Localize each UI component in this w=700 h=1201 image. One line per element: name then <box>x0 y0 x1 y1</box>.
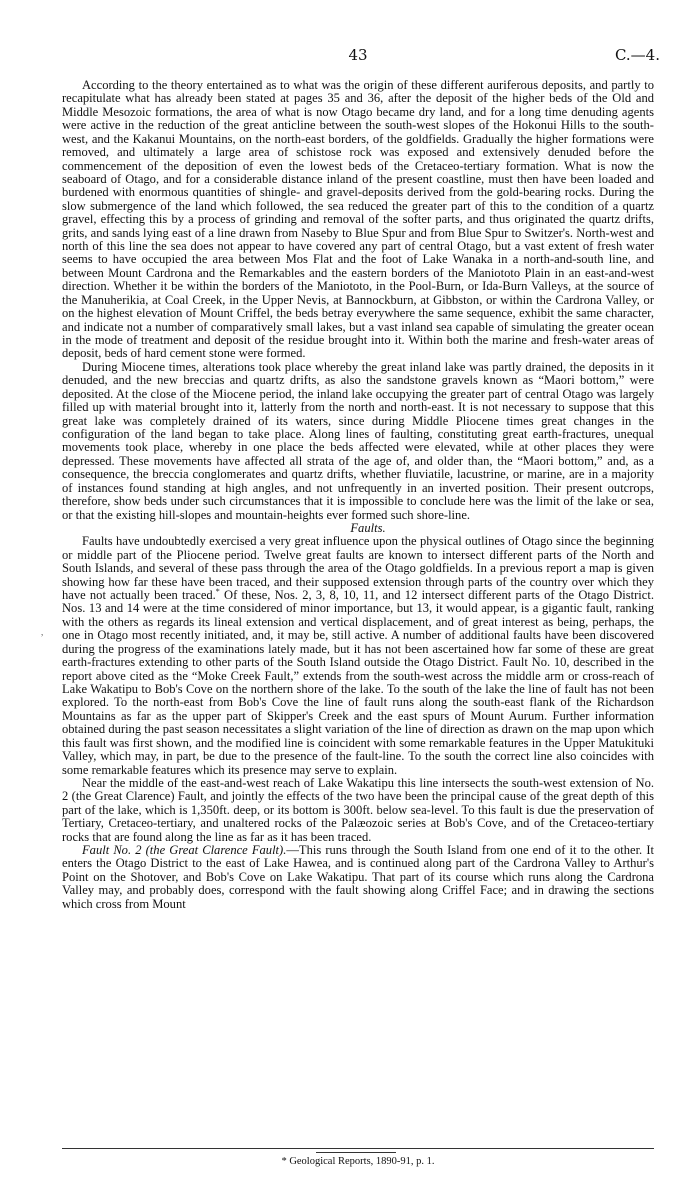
footnote: * Geological Reports, 1890-91, p. 1. <box>281 1156 435 1167</box>
paragraph-great-clarence-fault <box>62 844 654 911</box>
document-reference: C.—4. <box>614 46 660 64</box>
margin-mark: , <box>41 627 44 637</box>
great-clarence-fault-heading: Fault No. 2 (the Great Clarence Fault). <box>82 843 287 858</box>
paragraph-auriferous-deposits: According to the theory entertained as to what was the origin of these different auriferous deposits, and partly to recapitulate what has already been stated at pages 35 and 36, after the deposit of the higher beds of the Old and Middle Mesozoic formations, the area of what is now Otago became dry land, and for a long time denuding agents were active in the reduction of the great anticline between the south-west slopes of the Hokonui Hills to the south-west, and the Kakanui Mountains, on the north-east borders, of the goldfields. Gradually the higher formations were removed, and ultimately a large area of schistose rock was exposed and extensively denuded before the commencement of the deposition of even the lowest beds of the Cretaceo-tertiary formation. What is now the seaboard of Otago, and for a considerable distance inland of the present coastline, must then have been loaded and burdened with enormous quantities of shingle- and gravel-deposits derived from the gold-bearing rocks. During the slow submergence of the land which followed, the sea reduced the greater part of this to the condition of a quartz gravel, effecting this by a process of grinding and removal of the softer parts, and thus originated the quartz drifts, grits, and sands lying east of a line drawn from Naseby to Blue Spur and from Blue Spur to Switzer's. North-west and north of this line the sea does not appear to have covered any part of central Otago, but a vast extent of fresh water seems to have occupied the area between Mos Flat and the foot of Lake Wanaka in a north-and-south line, and between Mount Cardrona and the Remarkables and the eastern borders of the Maniototo Plain in an east-and-west direction. Whether it be within the borders of the Maniototo, in the Pool-Burn, or Ida-Burn Valleys, at the source of the Manuherikia, at Coal Creek, in the Upper Nevis, at Bannockburn, at Gibbston, or within the Cardrona Valley, or on the highest elevation of Mount Criffel, the beds betray everywhere the same sequence, exhibit the same character, and indicate not a number of comparatively small lakes, but a vast inland sea capable of simulating the greater ocean in the mode of treatment and deposit of the residue brought into it. Within both the marine and fresh-water areas of deposit, beds of hard cement stone were formed. <box>62 78 654 361</box>
page-number: 43 <box>348 46 368 64</box>
faults-overview-text-b: Of these, Nos. 2, 3, 8, 10, 11, and 12 intersect different parts of the Otago District. Nos. 13 and 14 were at the time considered of minor importance, but 13, it would appear, is a gigantic fault, ranking with the others as regards its lineal extension and vertical displacement, and of great interest as being, perhaps, the one in Otago most recently initiated, and, it may be, still active. A number of additional faults have been discovered during the progress of the examinations lately made, but it has not been ascertained how far some of these are great earth-fractures extending to other parts of the South Island outside the Otago District. Fault No. 10, described in the report above cited as the “Moke Creek Fault,” extends from the south-west across the middle arm or cross-reach of Lake Wakatipu to Bob's Cove on the northern shore of the lake. To the south of the lake the line of fault has not been explored. To the north-east from Bob's Cove the line of fault runs along the south-east flank of the Richardson Mountains as far as the upper part of Skipper's Creek and the east spurs of Mount Aurum. Further information obtained during the past season necessitates a slight variation of the line of direction as drawn on the map upon which this fault was first shown, and the modified line is coincident with some remarkable features in the Upper Matukituki Valley, which may, in part, be due to the presence of the fault-line. To the south the correct line also coincides with some remarkable features which its presence may serve to explain. <box>62 588 654 777</box>
section-heading-faults: Faults. <box>350 520 386 535</box>
footnote-short-rule <box>316 1152 396 1153</box>
faults-overview-text-a: Faults have undoubtedly exercised a very great influence upon the physical outlines of Otago since the beginning or middle part of the Pliocene period. Twelve great faults are known to intersect different parts of the North and South Islands, and several of these pass through the area of the Otago goldfields. In a previous report a map is given showing how far these have been traced, and their supposed extension through parts of the country over which they have not actually been traced. <box>62 534 654 603</box>
paragraph-faults-overview <box>62 535 654 777</box>
footnote-reference-mark: * <box>215 586 220 596</box>
paragraph-lake-wakatipu: Near the middle of the east-and-west reach of Lake Wakatipu this line intersects the south-west extension of No. 2 (the Great Clarence) Fault, and jointly the effects of the two have been the principal cause of the great depth of this part of the lake, which is 1,350ft. deep, or its bottom is 300ft. below sea-level. To this fault is due the preservation of Tertiary, Cretaceo-tertiary, and unaltered rocks of the Palæozoic series at Bob's Cove, and of the Cretaceo-tertiary rocks that are found along the line as far as it has been traced. <box>62 775 654 844</box>
footnote-divider <box>62 1148 654 1149</box>
page-header <box>62 46 660 68</box>
paragraph-miocene-times: During Miocene times, alterations took place whereby the great inland lake was partly drained, the deposits in it denuded, and the new breccias and quartz drifts, as also the sandstone gravels known as “Maori bottom,” were deposited. At the close of the Miocene period, the inland lake occupying the greater part of central Otago was largely filled up with material brought into it, latterly from the north and north-east. It is not necessary to suppose that this great lake was completely drained of its waters, since during Middle Pliocene times great changes in the configuration of the land began to take place. Along lines of faulting, constituting great earth-fractures, unequal movements took place, whereby in one place the beds affected were elevated, while at other places they were depressed. These movements have affected all strata of the age of, and older than, the “Maori bottom,” and, as a consequence, the breccia conglomerates and quartz drifts, whether fluviatile, lacustrine, or marine, are in a majority of instances found standing at high angles, and not unfrequently in an inverted position. Their present outcrops, therefore, show beds under such circumstances that it is impossible to conclude here was the limit of the lake or sea, or that the existing hill-slopes and mountain-heights ever formed such shore-line. <box>62 359 654 522</box>
great-clarence-fault-text: —This runs through the South Island from one end of it to the other. It enters the Otago District to the east of Lake Hawea, and is continued along part of the Cardrona Valley to Arthur's Point on the Shotover, and Bob's Cove on Lake Wakatipu. That part of its course which runs along the Cardrona Valley may, and probably does, correspond with the fault showing along Criffel Face; and in drawing the sections which cross from Mount <box>62 843 654 911</box>
body-text <box>62 79 654 911</box>
